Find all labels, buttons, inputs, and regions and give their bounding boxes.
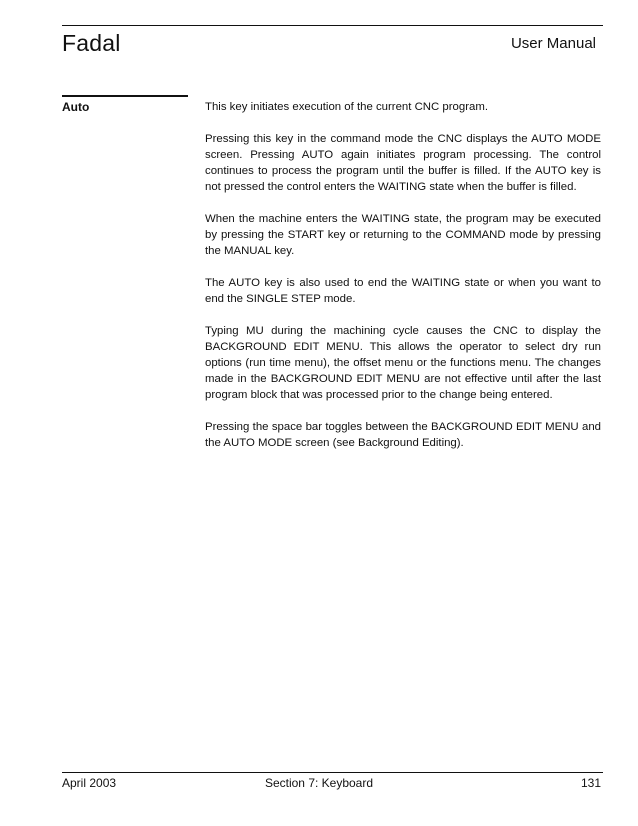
section-label: Auto xyxy=(62,100,90,114)
paragraph-6: Pressing the space bar toggles between the BACKGROUND EDIT MENU and the AUTO MODE screen (see Background Editing). xyxy=(205,421,601,449)
paragraph-4: The AUTO key is also used to end the WAITING state or when you want to end the SINGLE STEP mode. xyxy=(205,277,601,305)
page-number: 131 xyxy=(580,776,601,790)
body-text xyxy=(205,99,601,467)
section-rule xyxy=(62,95,188,97)
brand-title: Fadal xyxy=(62,30,121,56)
document-title: User Manual xyxy=(510,35,596,52)
paragraph-3: When the machine enters the WAITING state, the program may be executed by pressing the START key or returning to the COMMAND mode by pressing the MANUAL key. xyxy=(205,213,601,257)
paragraph-5: Typing MU during the machining cycle causes the CNC to display the BACKGROUND EDIT MENU. This allows the operator to select dry run options (run time menu), the offset menu or the functions menu. The changes made in the BACKGROUND EDIT MENU are not effective until after the last program block that was processed prior to the change being entered. xyxy=(205,325,601,401)
paragraph-2: Pressing this key in the command mode the CNC displays the AUTO MODE screen. Pressing AUTO again initiates program processing. The control continues to process the program until the buffer is filled. If the AUTO key is not pressed the control enters the WAITING state when the buffer is filled. xyxy=(205,133,601,193)
header-rule xyxy=(62,25,603,26)
footer-date: April 2003 xyxy=(62,776,117,790)
footer-rule xyxy=(62,772,603,773)
paragraph-1: This key initiates execution of the current CNC program. xyxy=(205,101,488,113)
footer-section: Section 7: Keyboard xyxy=(264,776,374,790)
